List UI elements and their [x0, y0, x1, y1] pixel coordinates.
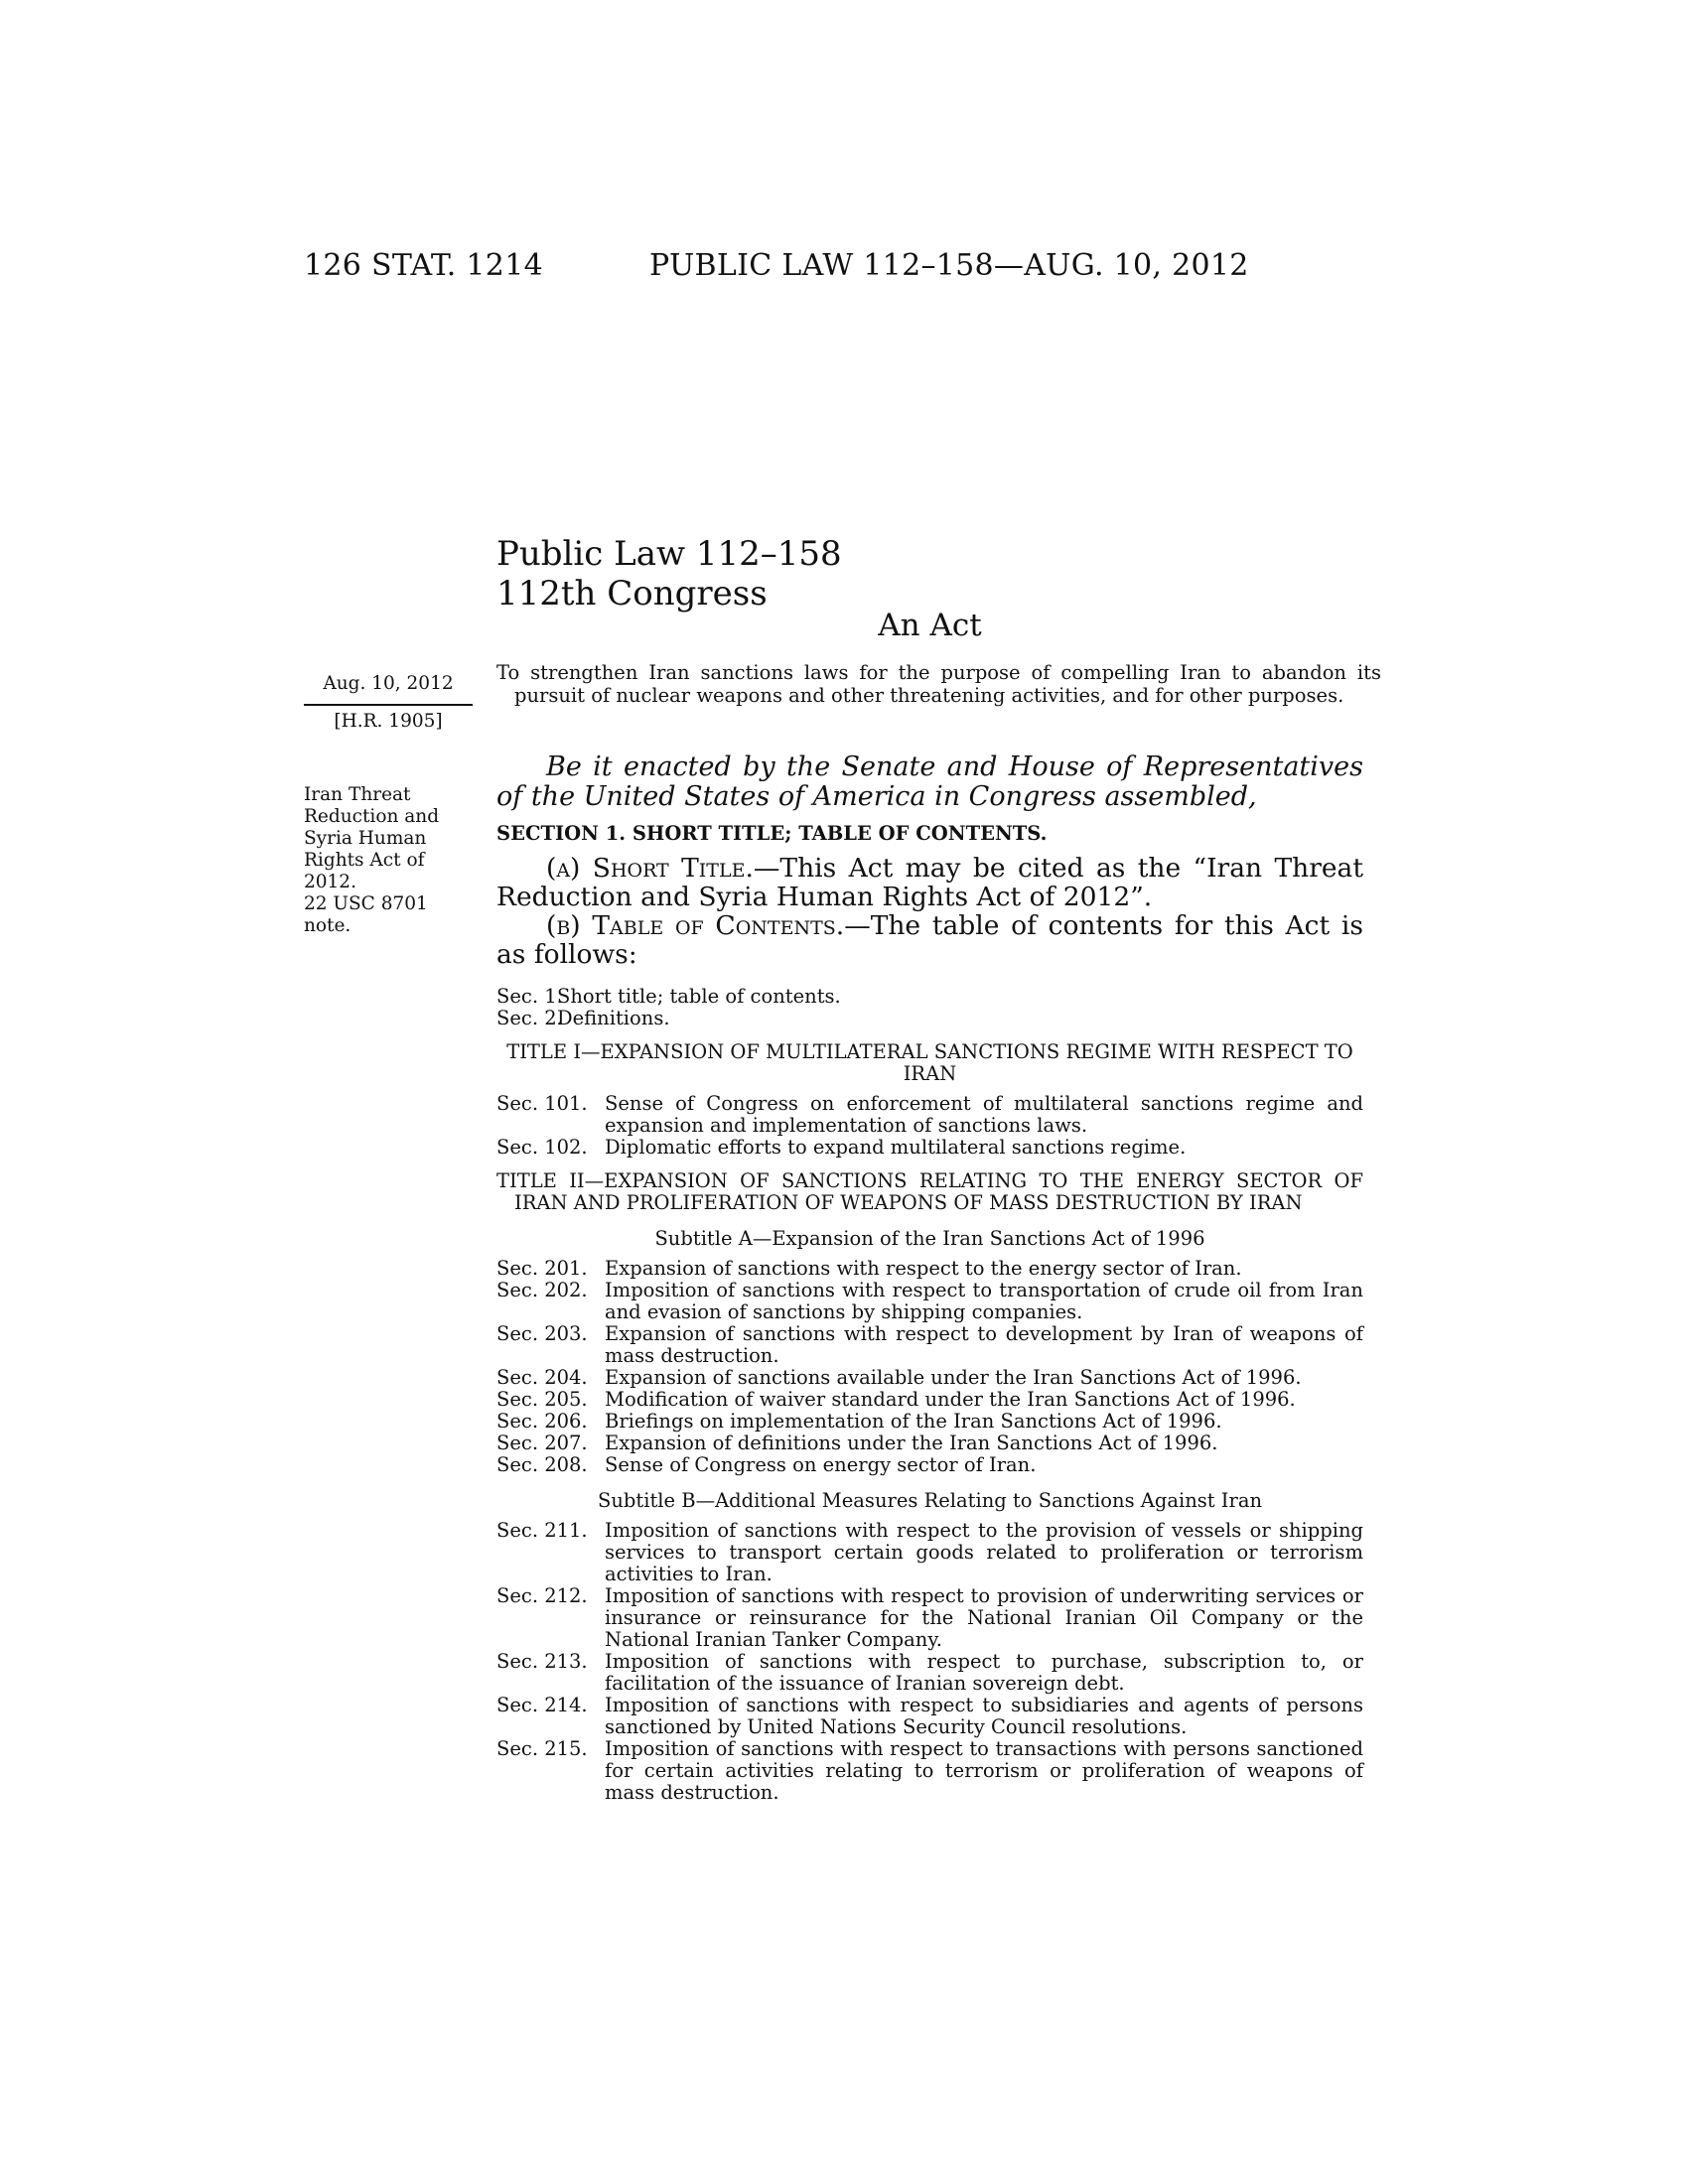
toc-entry — [496, 1258, 1363, 1280]
toc-entry-number: Sec. 214. — [496, 1694, 588, 1716]
toc-entry-number: Sec. 205. — [496, 1388, 588, 1411]
toc-subtitle-b-entries — [496, 1520, 1363, 1804]
margin-bill-number: [H.R. 1905] — [334, 711, 443, 732]
subsection-a-text: .—This Act may be cited as the “Iran Threat Reduction and Syria Human Rights Act of 2012”. — [496, 853, 1363, 912]
toc-title-2-heading: TITLE II—EXPANSION OF SANCTIONS RELATING TO THE ENERGY SECTOR OF IRAN AND PROLIFERATION OF WEAPONS OF MASS DESTRUCTION BY IRAN — [496, 1169, 1363, 1214]
toc-entry-text: Imposition of sanctions with respect to the provision of vessels or shipping services to transport certain goods related to proliferation or terrorism activities to Iran. — [605, 1519, 1363, 1585]
margin-usc-note: 22 USC 8701 note. — [304, 893, 428, 936]
toc-entry-text: Imposition of sanctions with respect to provision of underwriting services or insurance or reinsurance for the National Iranian Oil Company or the National Iranian Tanker Company. — [605, 1584, 1363, 1651]
toc-entry — [496, 1651, 1363, 1695]
toc-entry-number: Sec. 102. — [496, 1136, 588, 1159]
toc-entry — [496, 1411, 1363, 1433]
toc-entry-number: Sec. 202. — [496, 1279, 588, 1301]
toc-entry-number: Sec. 206. — [496, 1410, 588, 1433]
toc-entry-text: Expansion of sanctions with respect to development by Iran of weapons of mass destruction. — [605, 1322, 1363, 1367]
public-law-number: Public Law 112–158 — [496, 534, 842, 574]
toc-entry-text: Sense of Congress on enforcement of multilateral sanctions regime and expansion and implementation of sanctions laws. — [605, 1092, 1363, 1137]
toc-entry — [496, 1389, 1363, 1411]
toc-entry-text: Definitions. — [557, 1007, 670, 1029]
toc-entry — [496, 986, 1363, 1008]
toc-entry-text: Expansion of sanctions with respect to the energy sector of Iran. — [605, 1257, 1242, 1280]
congress-label: 112th Congress — [496, 574, 768, 614]
toc-entry-text: Diplomatic efforts to expand multilateral sanctions regime. — [605, 1136, 1187, 1159]
table-of-contents — [496, 986, 1363, 1804]
toc-subtitle-b-heading: Subtitle B—Additional Measures Relating to Sanctions Against Iran — [597, 1489, 1263, 1512]
toc-entry — [496, 1585, 1363, 1651]
toc-entry — [496, 1738, 1363, 1804]
page-stat-citation: 126 STAT. 1214 — [304, 248, 543, 283]
toc-entry-number: Sec. 213. — [496, 1650, 588, 1673]
subsection-a-short-title — [496, 854, 1363, 911]
running-title: PUBLIC LAW 112–158—AUG. 10, 2012 — [649, 248, 1249, 283]
toc-entry-text: Imposition of sanctions with respect to transactions with persons sanctioned for certain activities relating to terrorism or proliferation of weapons of mass destruction. — [605, 1737, 1363, 1804]
toc-entry-text: Imposition of sanctions with respect to transportation of crude oil from Iran and evasion of sanctions by shipping companies. — [605, 1279, 1363, 1323]
margin-notes — [304, 784, 453, 937]
subsection-a-label: (a) Short Title — [546, 853, 746, 884]
toc-entry-number: Sec. 211. — [496, 1519, 588, 1542]
toc-entry — [496, 1520, 1363, 1585]
toc-entry-number: Sec. 208. — [496, 1453, 588, 1476]
toc-subtitle-a-entries — [496, 1258, 1363, 1476]
law-title-block — [496, 534, 842, 614]
margin-short-title-note: Iran Threat Reduction and Syria Human Rights Act of 2012. — [304, 784, 440, 892]
margin-date: Aug. 10, 2012 — [323, 673, 454, 694]
toc-entry — [496, 1093, 1363, 1137]
toc-entry — [496, 1695, 1363, 1738]
toc-general-entries — [496, 986, 1363, 1029]
toc-entry — [496, 1454, 1363, 1476]
toc-entry-text: Modification of waiver standard under the Iran Sanctions Act of 1996. — [605, 1388, 1296, 1411]
toc-entry — [496, 1433, 1363, 1454]
an-act-heading: An Act — [878, 608, 982, 643]
subsection-b-label: (b) Table of Contents — [546, 910, 836, 941]
toc-entry-number: Sec. 101. — [496, 1092, 588, 1115]
act-purpose: To strengthen Iran sanctions laws for the purpose of compelling Iran to abandon its pursuit of nuclear weapons and other threatening activities, and for other purposes. — [496, 661, 1381, 707]
toc-entry — [496, 1280, 1363, 1323]
margin-divider — [304, 704, 473, 706]
toc-entry — [496, 1323, 1363, 1367]
toc-entry-number: Sec. 215. — [496, 1737, 588, 1760]
toc-entry-number: Sec. 212. — [496, 1584, 588, 1607]
toc-subtitle-a-heading: Subtitle A—Expansion of the Iran Sanctions Act of 1996 — [654, 1227, 1205, 1250]
toc-entry — [496, 1137, 1363, 1159]
toc-entry — [496, 1008, 1363, 1029]
enacting-clause: Be it enacted by the Senate and House of Representatives of the United States of America in Congress assembled, — [496, 751, 1363, 812]
toc-entry-number: Sec. 2. — [496, 1007, 563, 1029]
toc-entry-number: Sec. 203. — [496, 1322, 588, 1345]
toc-entry-text: Expansion of sanctions available under the Iran Sanctions Act of 1996. — [605, 1366, 1302, 1389]
section-1-heading: SECTION 1. SHORT TITLE; TABLE OF CONTENTS. — [496, 822, 1048, 845]
toc-entry-number: Sec. 207. — [496, 1432, 588, 1454]
toc-entry-text: Briefings on implementation of the Iran Sanctions Act of 1996. — [605, 1410, 1222, 1433]
toc-entry-number: Sec. 204. — [496, 1366, 588, 1389]
toc-entry-text: Imposition of sanctions with respect to purchase, subscription to, or facilitation of the issuance of Iranian sovereign debt. — [605, 1650, 1363, 1695]
toc-entry-text: Short title; table of contents. — [557, 985, 841, 1008]
toc-entry-text: Imposition of sanctions with respect to subsidiaries and agents of persons sanctioned by United Nations Security Council resolutions. — [605, 1694, 1363, 1738]
toc-entry-number: Sec. 1. — [496, 985, 563, 1008]
subsection-b-text: .—The table of contents for this Act is as follows: — [496, 910, 1363, 970]
toc-entry-text: Expansion of definitions under the Iran Sanctions Act of 1996. — [605, 1432, 1218, 1454]
toc-title-1-heading: TITLE I—EXPANSION OF MULTILATERAL SANCTIONS REGIME WITH RESPECT TO IRAN — [506, 1040, 1353, 1085]
toc-entry — [496, 1367, 1363, 1389]
toc-title-1-entries — [496, 1093, 1363, 1159]
subsection-b-table-of-contents — [496, 911, 1363, 969]
toc-entry-text: Sense of Congress on energy sector of Iran. — [605, 1453, 1037, 1476]
toc-entry-number: Sec. 201. — [496, 1257, 588, 1280]
